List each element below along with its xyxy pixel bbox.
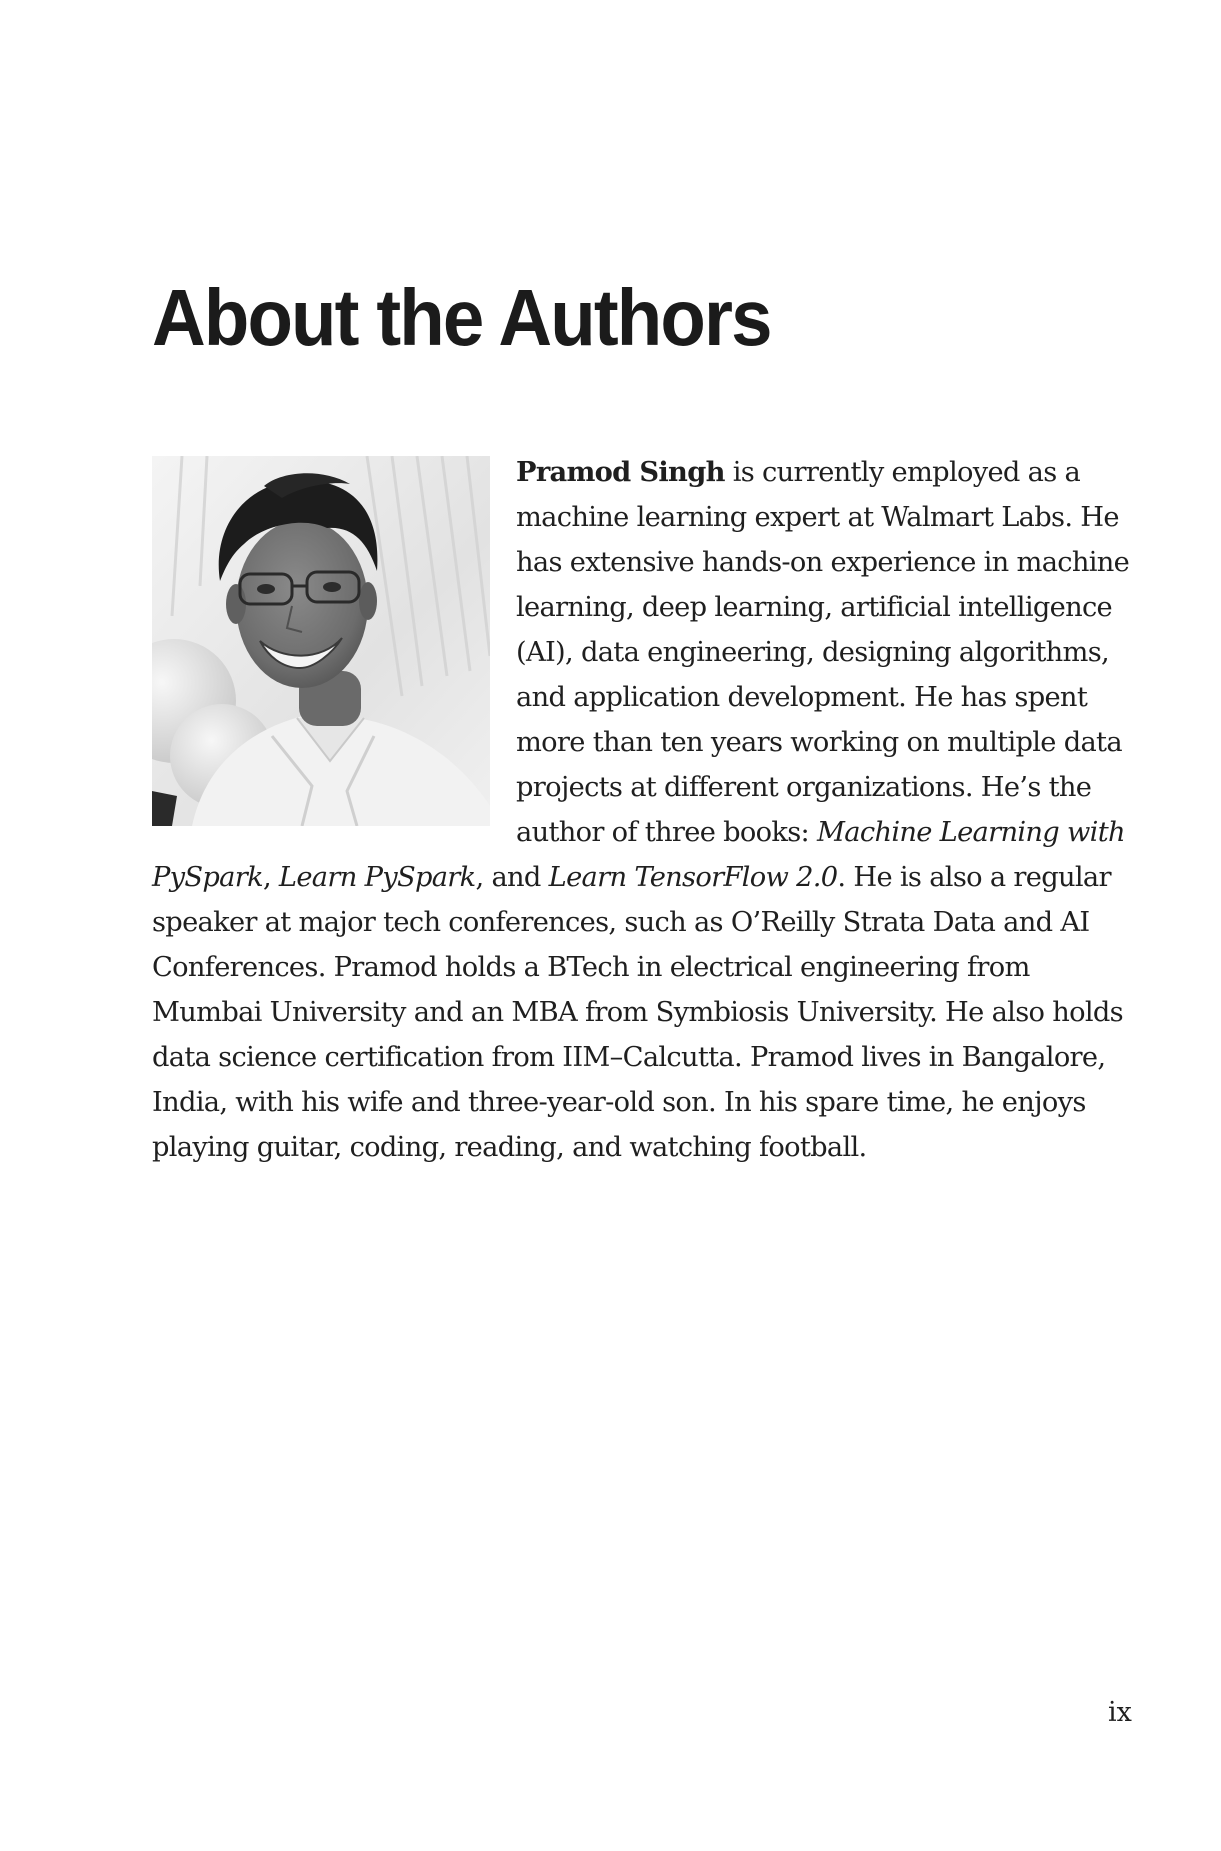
book-title: Learn TensorFlow 2.0 xyxy=(548,862,838,893)
page-title: About the Authors xyxy=(152,273,771,362)
author-name: Pramod Singh xyxy=(516,456,725,488)
author-photo xyxy=(152,456,490,826)
page-number: ix xyxy=(1108,1697,1132,1728)
bio-text-intro: is currently employed as a machine learning expert at Walmart Labs. He has extensive hands-on experience in machine learning, deep learning, artificial intelligence (AI), data engineering, designing algorithms, and application development. He has spent more than ten years working on multiple data projects at different organizations. He’s the author of three books: xyxy=(516,457,1130,848)
bio-text-rest: . He is also a regular speaker at major tech conferences, such as O’Reilly Strata Data and AI Conferences. Pramod holds a BTech in electrical engineering from Mumbai University and an MBA from Symbiosis University. He also holds data science certification from IIM–Calcutta. Pramod lives in Bangalore, India, with his wife and three-year-old son. In his spare time, he enjoys playing guitar, coding, reading, and watching football. xyxy=(152,862,1123,1163)
book-title: Learn PySpark xyxy=(278,862,476,893)
book-title: Machine Learning with PySpark xyxy=(152,817,1125,893)
bio-separator: , xyxy=(262,862,279,893)
bio-separator: , and xyxy=(475,862,549,893)
author-bio xyxy=(152,450,1142,1170)
